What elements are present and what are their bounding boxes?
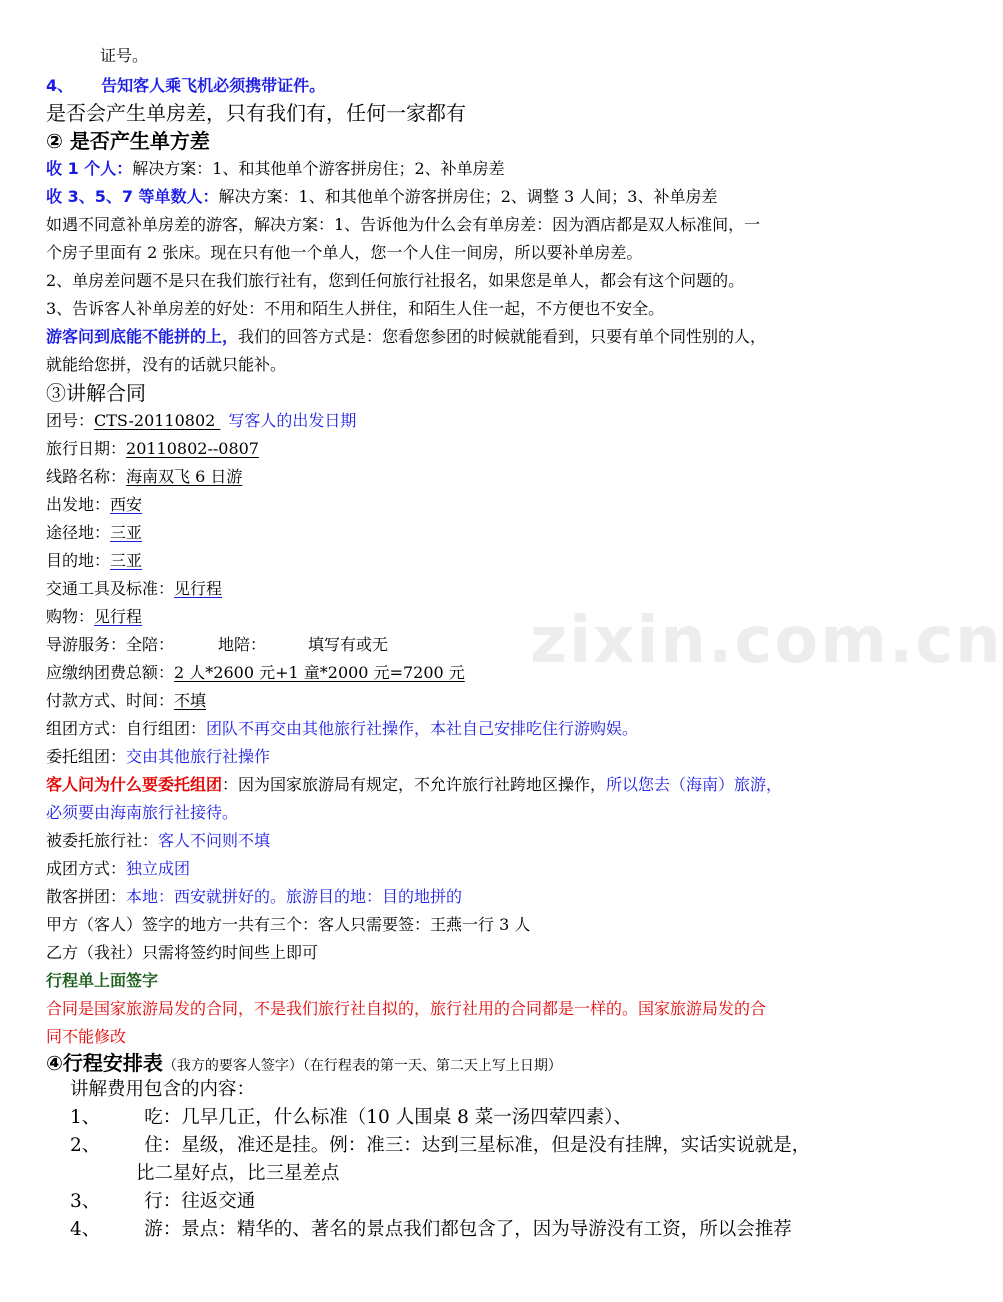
text-line: 行程单上面签字 [46, 971, 159, 990]
contract-field: 线路名称：海南双飞 6 日游 [46, 467, 243, 486]
text-line: 比二星好点，比三星差点 [136, 1163, 340, 1184]
list-item [46, 78, 325, 94]
contract-field: 团号：CTS-20110802 写客人的出发日期 [46, 411, 357, 430]
label: 收 3、5、7 等单数人： [46, 187, 219, 206]
contract-field: 目的地：三亚 [46, 551, 143, 570]
text-line: 游客问到底能不能拼的上，我们的回答方式是：您看您参团的时候就能看到，只要有单个同性别的人， [46, 327, 767, 346]
text-line: 收 3、5、7 等单数人：解决方案：1、和其他单个游客拼房住；2、调整 3 人间；3、补单房差 [46, 187, 718, 206]
label: 收 1 个人： [46, 159, 133, 178]
contract-field: 出发地：西安 [46, 495, 143, 514]
text-line: 个房子里面有 2 张床。现在只有他一个单人，您一个人住一间房，所以要补单房差。 [46, 243, 643, 262]
text-line: 合同是国家旅游局发的合同，不是我们旅行社自拟的，旅行社用的合同都是一样的。国家旅游局发的合 [46, 999, 767, 1018]
text-line: 就能给您拼，没有的话就只能补。 [46, 355, 287, 374]
text-line: 客人问为什么要委托组团：因为国家旅游局有规定，不允许旅行社跨地区操作，所以您去（海南）旅游， [46, 775, 783, 794]
text-line: 收 1 个人：解决方案：1、和其他单个游客拼房住；2、补单房差 [46, 159, 505, 178]
section-heading: ④行程安排表（我方的要客人签字）（在行程表的第一天、第二天上写上日期） [46, 1051, 562, 1075]
text-line: 必须要由海南旅行社接待。 [46, 803, 239, 822]
list-item: 2、 住：星级，准还是挂。例：准三：达到三星标准，但是没有挂牌，实话实说就是， [70, 1135, 811, 1156]
contract-field: 付款方式、时间：不填 [46, 691, 207, 710]
list-item: 3、 行：往返交通 [70, 1191, 256, 1212]
contract-field: 应缴纳团费总额：2 人*2600 元+1 童*2000 元=7200 元 [46, 663, 465, 682]
list-item: 1、 吃：几早几正，什么标准（10 人围桌 8 菜一汤四荤四素）、 [70, 1107, 632, 1128]
contract-field: 散客拼团：本地：西安就拼好的。旅游目的地：目的地拼的 [46, 887, 463, 906]
text-line: 2、单房差问题不是只在我们旅行社有，您到任何旅行社报名，如果您是单人，都会有这个问题的。 [46, 271, 745, 290]
text-line: 甲方（客人）签字的地方一共有三个：客人只需要签：王燕一行 3 人 [46, 915, 531, 934]
contract-field: 组团方式：自行组团：团队不再交由其他旅行社操作，本社自己安排吃住行游购娱。 [46, 719, 639, 738]
text-line: 乙方（我社）只需将签约时间些上即可 [46, 943, 319, 962]
contract-field: 委托组团：交由其他旅行社操作 [46, 747, 271, 766]
text-line: 如遇不同意补单房差的游客，解决方案：1、告诉他为什么会有单房差：因为酒店都是双人标准间，一 [46, 215, 761, 234]
list-item: 4、 游：景点：精华的、著名的景点我们都包含了，因为导游没有工资，所以会推荐 [70, 1219, 792, 1240]
contract-field: 被委托旅行社：客人不问则不填 [46, 831, 271, 850]
item-text: 告知客人乘飞机必须携带证件。 [101, 76, 326, 95]
contract-field: 购物：见行程 [46, 607, 143, 626]
text-line: 讲解费用包含的内容： [70, 1079, 256, 1100]
text-line: 是否会产生单房差，只有我们有，任何一家都有 [46, 101, 466, 125]
contract-field: 成团方式：独立成团 [46, 859, 191, 878]
text-line: 3、告诉客人补单房差的好处：不用和陌生人拼住，和陌生人住一起，不方便也不安全。 [46, 299, 665, 318]
label: 游客问到底能不能拼的上， [46, 327, 239, 346]
section-heading: ③讲解合同 [46, 381, 146, 405]
section-heading: ② 是否产生单方差 [46, 129, 210, 153]
contract-field: 途径地：三亚 [46, 523, 143, 542]
contract-field: 导游服务：全陪： 地陪： 填写有或无 [46, 635, 389, 654]
text-line: 同不能修改 [46, 1027, 127, 1046]
text-line: 证号。 [100, 46, 149, 65]
item-number: 4、 [46, 76, 74, 95]
contract-field: 交通工具及标准：见行程 [46, 579, 223, 598]
watermark: zixin.com.cn [530, 604, 1003, 678]
contract-field: 旅行日期：20110802--0807 [46, 439, 259, 458]
